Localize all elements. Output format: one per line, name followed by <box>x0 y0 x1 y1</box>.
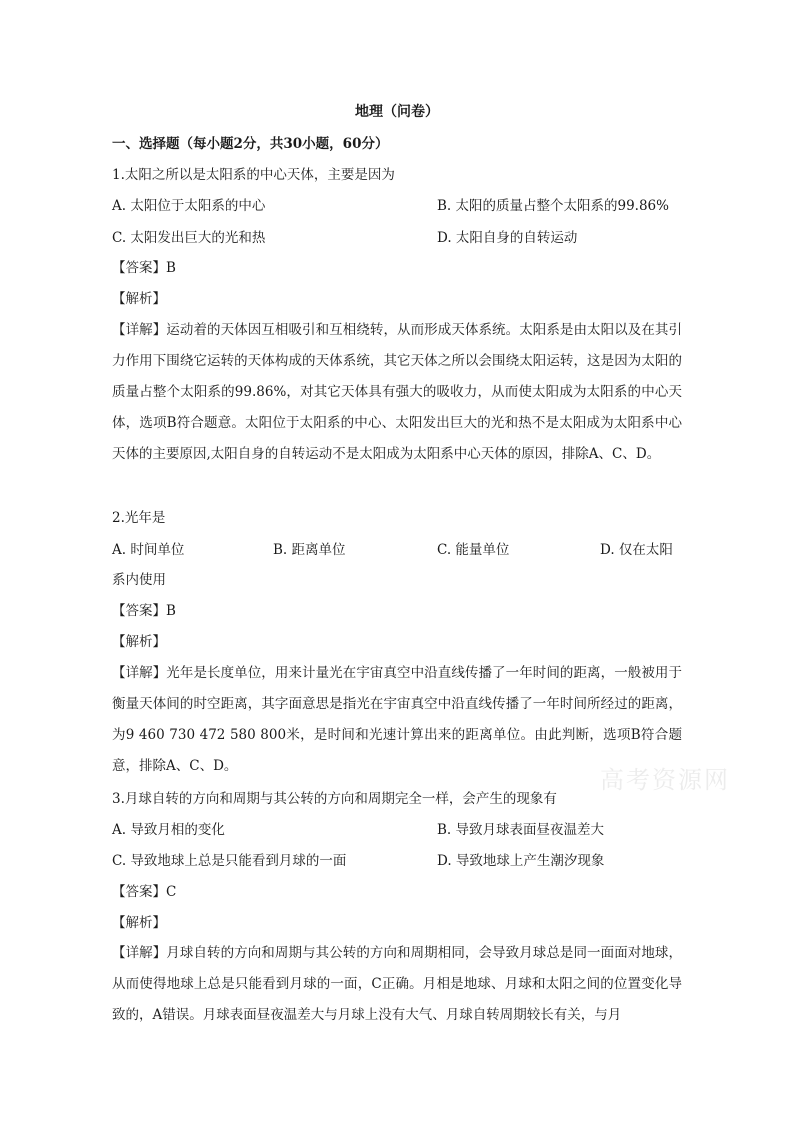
question-1-options-row-1 <box>112 196 682 216</box>
option-a: A. 导致月相的变化 <box>112 822 225 838</box>
option-d-continuation: 系内使用 <box>112 572 166 588</box>
question-1-analysis-label: 【解析】 <box>112 291 166 307</box>
section-heading: 一、选择题（每小题2分，共30小题，60分） <box>112 136 389 152</box>
option-b: B. 距离单位 <box>273 542 346 558</box>
question-1-stem: 1.太阳之所以是太阳系的中心天体，主要是因为 <box>112 167 395 183</box>
watermark: 高考资源网 <box>600 766 730 794</box>
question-3-options-row-1 <box>112 820 682 840</box>
option-c: C. 导致地球上总是只能看到月球的一面 <box>112 853 347 869</box>
page-title: 地理（问卷） <box>355 104 439 120</box>
question-3-stem: 3.月球自转的方向和周期与其公转的方向和周期完全一样，会产生的现象有 <box>112 791 557 807</box>
question-2-answer: 【答案】B <box>112 603 176 619</box>
option-a: A. 太阳位于太阳系的中心 <box>112 198 266 214</box>
question-3-options-row-2 <box>112 851 682 871</box>
question-1-options-row-2 <box>112 228 682 248</box>
question-2-stem: 2.光年是 <box>112 510 166 526</box>
option-b: B. 导致月球表面昼夜温差大 <box>437 822 605 838</box>
option-c: C. 太阳发出巨大的光和热 <box>112 230 266 246</box>
question-3-detail: 【详解】月球自转的方向和周期与其公转的方向和周期相同，会导致月球总是同一面面对地球，从而使得地球上总是只能看到月球的一面，C正确。月相是地球、月球和太阳之间的位置变化导致的，A错误。月球表面昼夜温差大与月球上没有大气、月球自转周期较长有关，与月 <box>112 945 682 1023</box>
question-3-answer: 【答案】C <box>112 884 177 900</box>
question-2-options-row <box>112 540 682 560</box>
question-2-analysis-label: 【解析】 <box>112 634 166 650</box>
question-3-analysis-label: 【解析】 <box>112 915 166 931</box>
option-d: D. 导致地球上产生潮汐现象 <box>437 853 605 869</box>
option-d: D. 太阳自身的自转运动 <box>437 230 578 246</box>
option-c: C. 能量单位 <box>437 542 510 558</box>
question-1-answer: 【答案】B <box>112 260 176 276</box>
option-a: A. 时间单位 <box>112 542 185 558</box>
question-1-detail: 【详解】运动着的天体因互相吸引和互相绕转，从而形成天体系统。太阳系是由太阳以及在其引力作用下围绕它运转的天体构成的天体系统，其它天体之所以会围绕太阳运转，这是因为太阳的质量占整个太阳系的99.86%，对其它天体具有强大的吸收力，从而使太阳成为太阳系的中心天体，选项B符合题意。太阳位于太阳系的中心、太阳发出巨大的光和热不是太阳成为太阳系中心天体的主要原因,太阳自身的自转运动不是太阳成为太阳系中心天体的原因，排除A、C、D。 <box>112 322 682 462</box>
question-2-detail: 【详解】光年是长度单位，用来计量光在宇宙真空中沿直线传播了一年时间的距离，一般被用于衡量天体间的时空距离，其字面意思是指光在宇宙真空中沿直线传播了一年时间所经过的距离，为9 460 730 472 580 800米，是时间和光速计算出来的距离单位。由此判断，选项B符合题意，排除A、C、D。 <box>112 665 682 774</box>
option-d: D. 仅在太阳 <box>600 542 673 558</box>
option-b: B. 太阳的质量占整个太阳系的99.86% <box>437 198 669 214</box>
